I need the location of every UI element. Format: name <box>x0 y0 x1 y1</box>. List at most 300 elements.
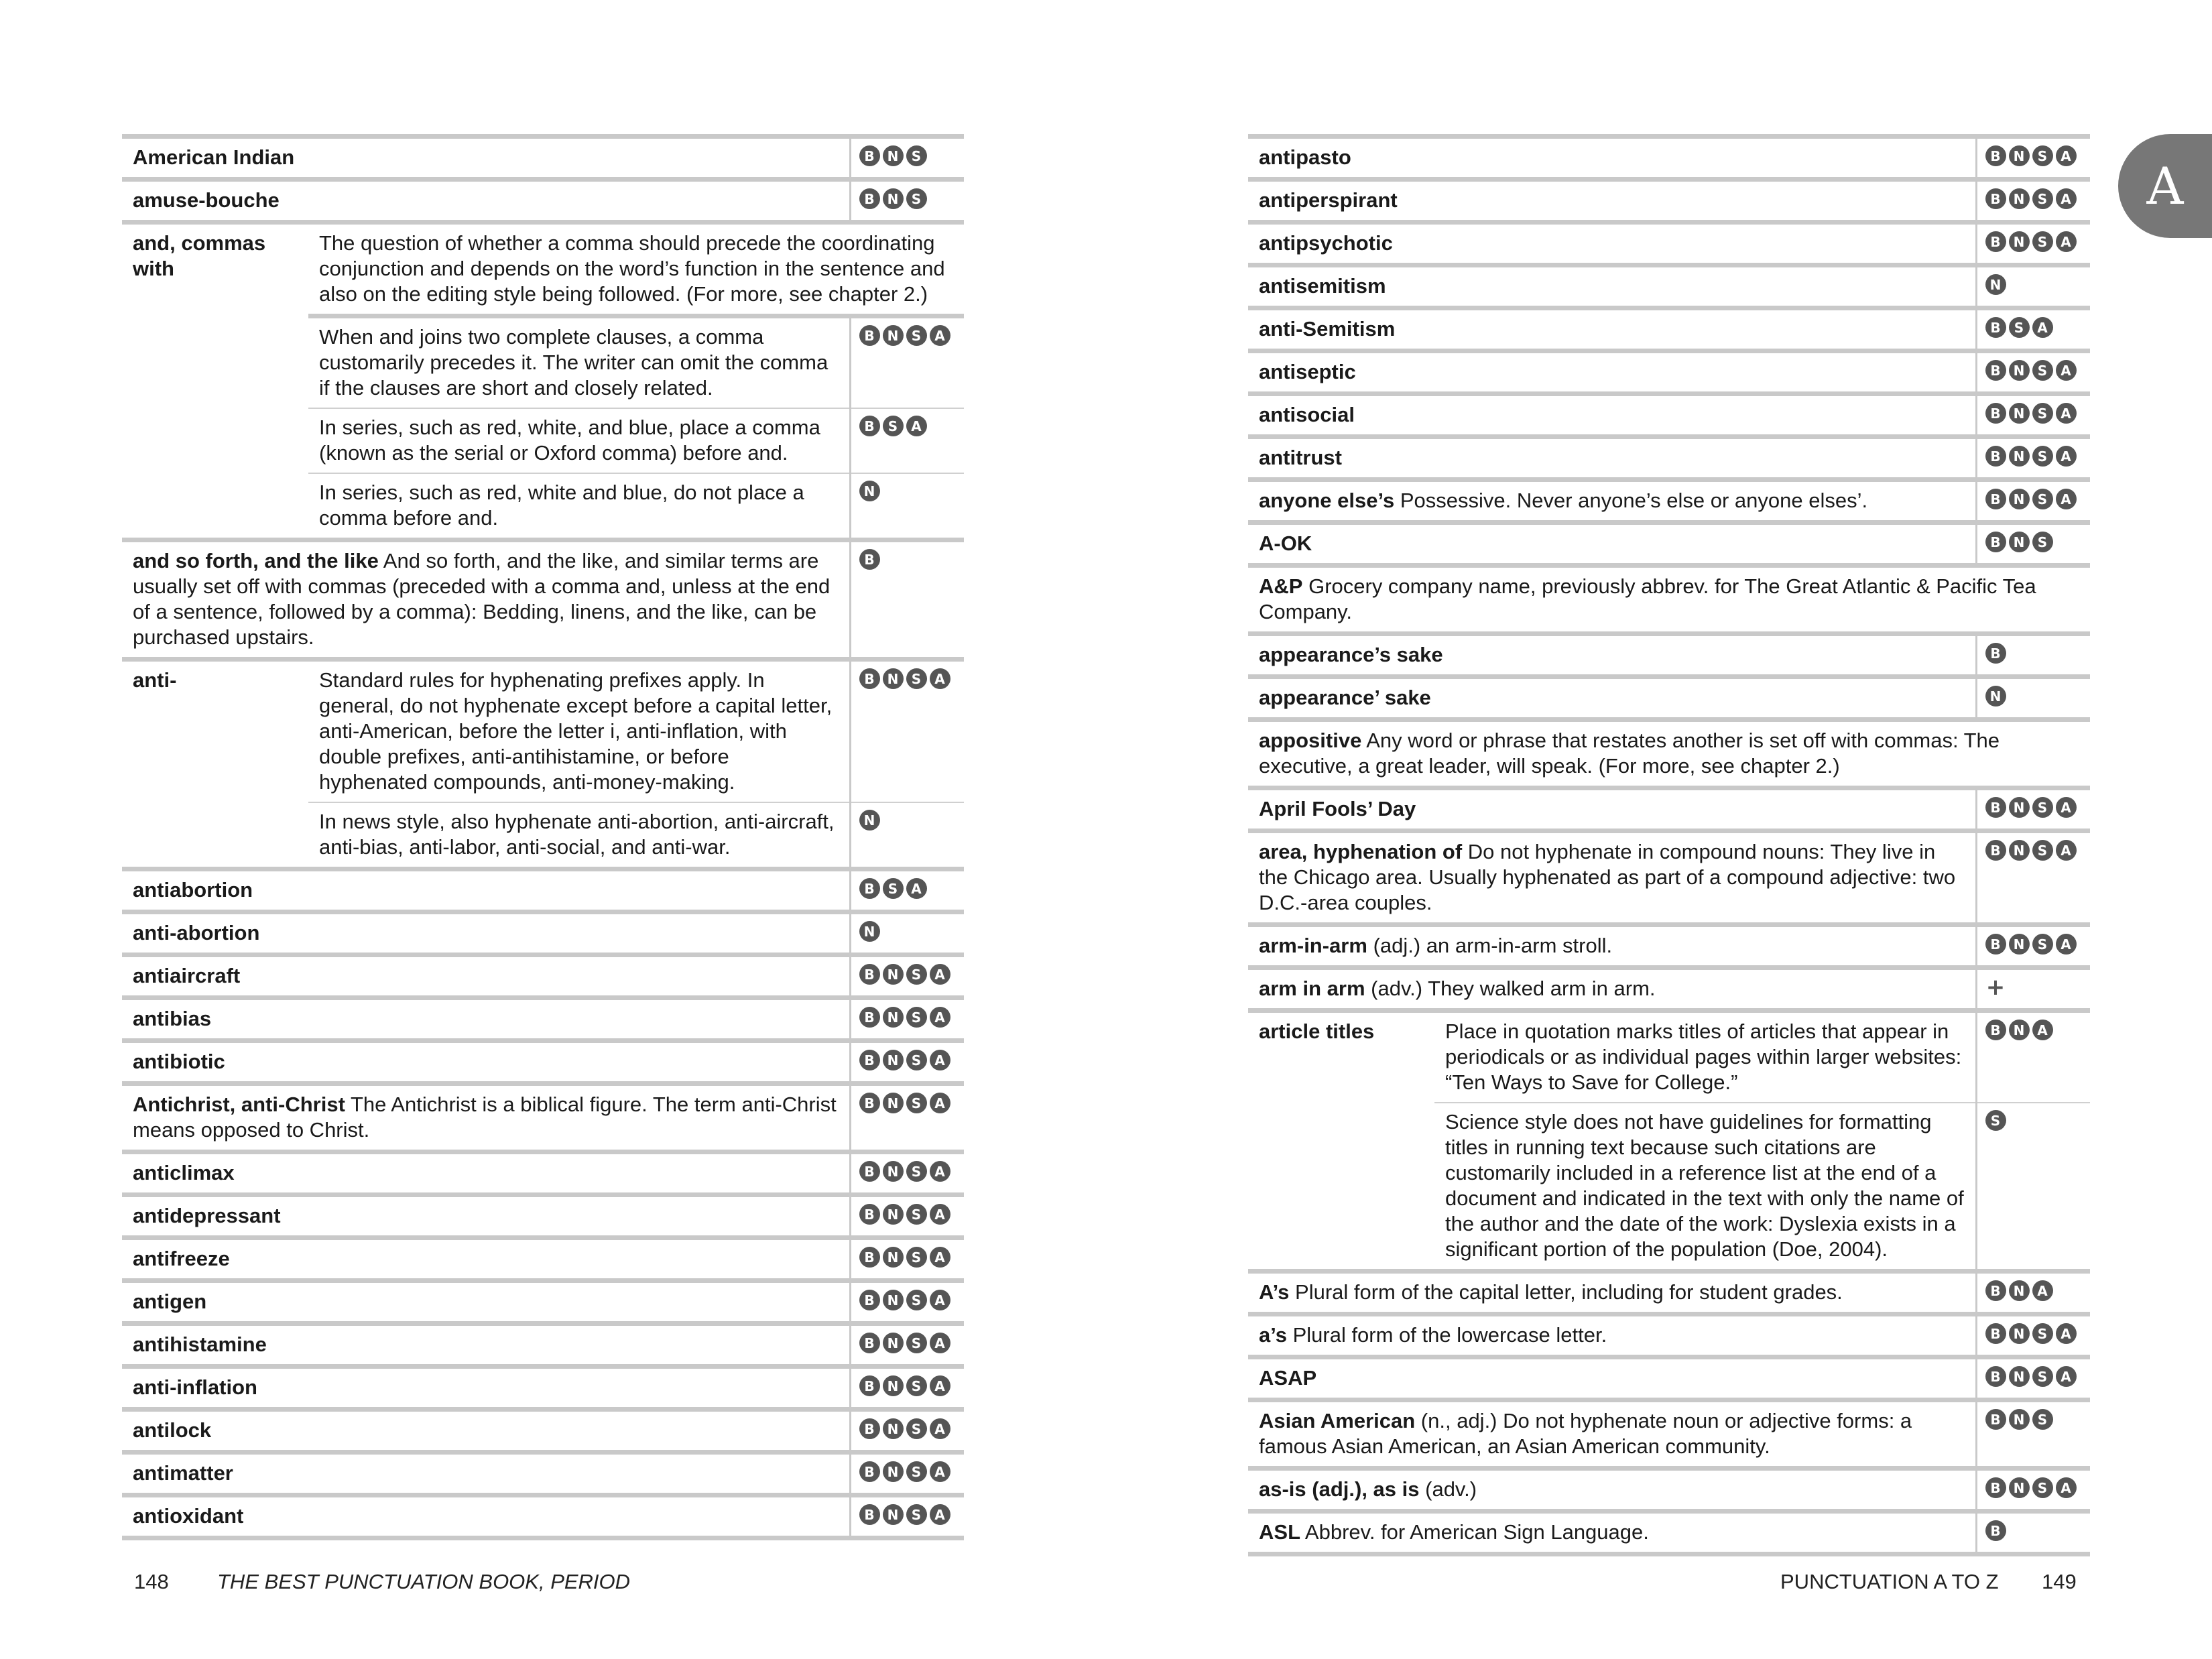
entry-term: A-OK <box>1259 532 1312 555</box>
entry-row <box>1248 180 2090 223</box>
style-A-icon: A <box>2032 1280 2053 1301</box>
style-badges <box>1985 686 2083 706</box>
entry-term: antiseptic <box>1259 360 1356 383</box>
entry-definition: Plural form of the capital letter, including for student grades. <box>1295 1280 1843 1304</box>
style-B-icon: B <box>1985 797 2006 818</box>
entry-text-cell <box>122 1367 850 1410</box>
style-S-icon: S <box>2032 1409 2053 1430</box>
entry-text-cell <box>1248 523 1976 566</box>
style-B-icon: B <box>859 188 880 209</box>
style-badges-cell <box>1976 1469 2090 1512</box>
entry-text-cell <box>122 1324 850 1367</box>
entry-sub-cell <box>308 316 850 409</box>
entry-term: American Indian <box>133 145 295 169</box>
style-B-icon: B <box>1985 1323 2006 1344</box>
entry-term: appearance’ sake <box>1259 686 1431 709</box>
style-badges-cell <box>850 869 964 912</box>
style-badges-cell <box>1976 480 2090 523</box>
style-N-icon: N <box>2009 446 2030 467</box>
style-badges <box>1985 1409 2083 1430</box>
entry-text-cell <box>1248 1272 1976 1314</box>
style-B-icon: B <box>859 1418 880 1439</box>
style-N-icon: N <box>2009 1323 2030 1344</box>
entry-term: antiabortion <box>133 878 253 902</box>
style-N-icon: N <box>883 1007 904 1028</box>
entry-row <box>1248 265 2090 308</box>
entry-row <box>122 137 964 180</box>
entry-text-cell <box>122 998 850 1041</box>
entry-row <box>122 1367 964 1410</box>
entry-row <box>1248 394 2090 437</box>
style-S-icon: S <box>906 145 927 166</box>
entry-text-cell <box>1248 788 1976 831</box>
style-A-icon: A <box>2056 403 2077 424</box>
entry-term: area, hyphenation of <box>1259 840 1463 863</box>
entry-text-cell <box>122 1453 850 1495</box>
style-badges-cell <box>1976 1357 2090 1400</box>
entry-text-cell <box>1248 1357 1976 1400</box>
entry-term: A&P <box>1259 574 1303 598</box>
entry-term: antiperspirant <box>1259 188 1398 212</box>
entry-row <box>1248 1469 2090 1512</box>
entry-row <box>1248 1512 2090 1554</box>
style-S-icon: S <box>2032 489 2053 509</box>
style-N-icon: N <box>2009 188 2030 209</box>
style-badges-cell <box>850 998 964 1041</box>
entry-row <box>1248 523 2090 566</box>
style-S-icon: S <box>906 1375 927 1396</box>
entry-text-cell <box>1248 137 1976 180</box>
style-N-icon: N <box>2009 360 2030 381</box>
entry-row <box>1248 720 2090 788</box>
style-badges <box>859 1333 957 1353</box>
style-A-icon: A <box>2056 489 2077 509</box>
entry-row <box>1248 788 2090 831</box>
style-A-icon: A <box>930 1050 950 1070</box>
style-badges <box>1985 532 2083 552</box>
entry-text-cell <box>1248 265 1976 308</box>
style-N-icon: N <box>1985 686 2006 706</box>
entry-text-cell <box>122 912 850 955</box>
style-badges <box>859 1290 957 1310</box>
entry-row <box>122 998 964 1041</box>
entry-term: antiaircraft <box>133 964 241 987</box>
entry-row <box>1248 480 2090 523</box>
style-badges <box>1985 1020 2083 1040</box>
entry-row <box>1248 831 2090 925</box>
entry-term: anyone else’s <box>1259 489 1395 512</box>
style-A-icon: A <box>2056 145 2077 166</box>
style-badges-cell <box>850 540 964 660</box>
entry-row <box>1248 634 2090 677</box>
entry-subrow <box>122 660 964 803</box>
entry-term: appearance’s sake <box>1259 643 1443 666</box>
entry-term: anti-inflation <box>133 1375 257 1399</box>
entry-text-cell <box>1248 1314 1976 1357</box>
style-N-icon: N <box>883 964 904 985</box>
style-N-icon: N <box>883 1093 904 1113</box>
style-B-icon: B <box>1985 840 2006 861</box>
style-S-icon: S <box>906 1247 927 1268</box>
entry-row <box>1248 308 2090 351</box>
entry-term: and so forth, and the like <box>133 549 379 572</box>
style-B-icon: B <box>1985 360 2006 381</box>
entry-term: amuse-bouche <box>133 188 280 212</box>
style-badges-cell <box>850 1152 964 1195</box>
style-A-icon: A <box>2056 934 2077 955</box>
entry-row <box>122 1324 964 1367</box>
style-B-icon: B <box>1985 1280 2006 1301</box>
entry-row <box>122 540 964 660</box>
entry-text-cell <box>122 1084 850 1152</box>
style-S-icon: S <box>2032 797 2053 818</box>
style-badges-cell <box>1976 788 2090 831</box>
entry-text-cell <box>122 1495 850 1538</box>
entry-text-cell <box>1248 677 1976 720</box>
entry-term: arm-in-arm <box>1259 934 1367 957</box>
entry-term: ASL <box>1259 1520 1300 1544</box>
entry-sub-cell <box>1434 1103 1976 1272</box>
entry-term: ASAP <box>1259 1366 1317 1390</box>
entry-definition: (adv.) <box>1425 1477 1477 1501</box>
style-badges <box>1985 973 2083 1001</box>
entry-row <box>1248 566 2090 634</box>
entry-row <box>1248 677 2090 720</box>
entry-row <box>1248 1357 2090 1400</box>
style-badges-cell <box>850 1195 964 1238</box>
entry-term: antifreeze <box>133 1247 230 1270</box>
style-badges-cell <box>850 137 964 180</box>
entry-text-cell <box>122 955 850 998</box>
entry-row <box>122 1410 964 1453</box>
style-badges-cell <box>1976 137 2090 180</box>
style-S-icon: S <box>2032 446 2053 467</box>
style-N-icon: N <box>883 1418 904 1439</box>
entry-term: antibias <box>133 1007 212 1030</box>
style-N-icon: N <box>2009 145 2030 166</box>
style-badges <box>1985 231 2083 252</box>
style-N-icon: N <box>2009 1020 2030 1040</box>
style-badges-cell <box>850 1324 964 1367</box>
entry-sub-text: In series, such as red, white and blue, do not place a comma before and. <box>319 481 804 530</box>
style-N-icon: N <box>883 1050 904 1070</box>
style-plus-icon: + <box>1985 973 2006 1001</box>
entry-sub-text: In series, such as red, white, and blue, place a comma (known as the serial or Oxford comma) before and. <box>319 416 820 465</box>
style-badges <box>859 1418 957 1439</box>
style-badges-cell <box>850 1281 964 1324</box>
style-S-icon: S <box>906 1504 927 1525</box>
style-A-icon: A <box>2056 446 2077 467</box>
style-badges <box>859 1007 957 1028</box>
style-badges <box>859 325 957 346</box>
style-S-icon: S <box>906 1093 927 1113</box>
style-B-icon: B <box>859 1247 880 1268</box>
style-A-icon: A <box>930 1290 950 1310</box>
style-badges <box>859 810 957 831</box>
entry-row <box>122 180 964 223</box>
style-S-icon: S <box>906 1007 927 1028</box>
style-B-icon: B <box>859 1333 880 1353</box>
style-N-icon: N <box>883 1290 904 1310</box>
entry-text-cell <box>122 1281 850 1324</box>
entry-row <box>122 1041 964 1084</box>
style-badges <box>859 1375 957 1396</box>
entry-row <box>122 869 964 912</box>
entry-sub-text: Standard rules for hyphenating prefixes apply. In general, do not hyphenate except before a capital letter, anti-American, before the letter i, anti-inflation, with double prefixes, anti-antihistamine, or before hyphenated compounds, anti-money-making. <box>319 668 833 794</box>
style-N-icon: N <box>883 1204 904 1225</box>
entry-term: anti-Semitism <box>1259 317 1396 341</box>
entry-term: anti-abortion <box>133 921 260 944</box>
style-S-icon: S <box>2032 1323 2053 1344</box>
entry-definition: Abbrev. for American Sign Language. <box>1304 1520 1649 1544</box>
entry-sub-text: Science style does not have guidelines for formatting titles in running text because such citations are customarily included in a reference list at the end of a document and indicated in the text with only the name of the author and the date of the work: Dyslexia exists in a significant portion of the population (Doe, 2004). <box>1445 1110 1964 1261</box>
entry-table-left <box>122 134 964 1540</box>
entry-sub-cell <box>1434 1011 1976 1103</box>
style-badges-cell <box>1976 180 2090 223</box>
style-badges-cell <box>1976 394 2090 437</box>
page-number-right: 149 <box>2042 1570 2077 1593</box>
style-N-icon: N <box>2009 532 2030 552</box>
style-badges <box>1985 797 2083 818</box>
style-badges <box>859 1050 957 1070</box>
style-B-icon: B <box>859 1375 880 1396</box>
style-S-icon: S <box>2032 403 2053 424</box>
entry-row <box>1248 1400 2090 1469</box>
style-N-icon: N <box>2009 489 2030 509</box>
section-letter-tab: A <box>2118 134 2212 238</box>
style-N-icon: N <box>883 145 904 166</box>
style-S-icon: S <box>906 1290 927 1310</box>
style-B-icon: B <box>1985 446 2006 467</box>
style-S-icon: S <box>906 1461 927 1482</box>
style-S-icon: S <box>883 878 904 899</box>
entry-term-cell <box>122 660 308 869</box>
entry-text-cell <box>122 1410 850 1453</box>
style-B-icon: B <box>859 1290 880 1310</box>
entry-text-cell <box>1248 925 1976 968</box>
style-badges <box>1985 1366 2083 1387</box>
style-N-icon: N <box>883 188 904 209</box>
style-A-icon: A <box>2056 840 2077 861</box>
entry-text-cell <box>122 1195 850 1238</box>
entry-text-cell <box>122 1152 850 1195</box>
style-S-icon: S <box>2032 231 2053 252</box>
entry-term: antitrust <box>1259 446 1342 469</box>
style-N-icon: N <box>2009 797 2030 818</box>
entry-row <box>1248 437 2090 480</box>
style-A-icon: A <box>930 1418 950 1439</box>
entry-row <box>1248 1272 2090 1314</box>
style-S-icon: S <box>906 964 927 985</box>
entry-sub-cell <box>308 802 850 869</box>
entry-row <box>122 1152 964 1195</box>
style-badges-cell <box>1976 634 2090 677</box>
style-badges-cell <box>850 1453 964 1495</box>
entry-term: as-is (adj.), as is <box>1259 1477 1420 1501</box>
entry-term: anti- <box>133 668 177 692</box>
style-A-icon: A <box>2056 797 2077 818</box>
style-S-icon: S <box>1985 1110 2006 1131</box>
style-badges <box>859 549 957 570</box>
right-page-entries <box>1248 134 2090 1556</box>
style-S-icon: S <box>883 416 904 436</box>
style-badges <box>1985 188 2083 209</box>
style-A-icon: A <box>906 878 927 899</box>
entry-sub-cell <box>308 408 850 473</box>
style-S-icon: S <box>906 668 927 689</box>
style-badges-cell <box>1976 677 2090 720</box>
entry-definition: Possessive. Never anyone’s else or anyone elses’. <box>1400 489 1868 512</box>
style-N-icon: N <box>2009 1280 2030 1301</box>
style-badges <box>1985 446 2083 467</box>
entry-sub-cell <box>308 473 850 540</box>
style-A-icon: A <box>906 416 927 436</box>
style-badges-cell <box>1976 831 2090 925</box>
style-B-icon: B <box>859 1504 880 1525</box>
entry-sub-cell <box>308 660 850 803</box>
entry-term-cell <box>122 223 308 540</box>
entry-term: and, commas with <box>133 231 266 280</box>
entry-text-cell <box>1248 308 1976 351</box>
entry-text-cell <box>122 540 850 660</box>
style-badges-cell <box>1976 925 2090 968</box>
entry-text-cell <box>122 1041 850 1084</box>
style-A-icon: A <box>930 1504 950 1525</box>
style-badges-cell <box>1976 1314 2090 1357</box>
entry-term: antidepressant <box>133 1204 281 1227</box>
entry-text-cell <box>122 869 850 912</box>
entry-text-cell <box>1248 394 1976 437</box>
style-badges-cell <box>1976 351 2090 394</box>
entry-definition: Plural form of the lowercase letter. <box>1292 1323 1607 1347</box>
style-badges <box>1985 274 2083 295</box>
style-badges-cell <box>850 802 964 869</box>
entry-term: arm in arm <box>1259 977 1365 1000</box>
entry-text-cell <box>1248 968 1976 1011</box>
style-badges <box>1985 1110 2083 1131</box>
entry-term: April Fools’ Day <box>1259 797 1416 820</box>
entry-text-cell <box>1248 223 1976 265</box>
style-B-icon: B <box>859 549 880 570</box>
entry-definition: And so forth, and the like, and similar terms are usually set off with commas (preceded with a comma and, unless at the end of a sentence, followed by a comma): Bedding, linens, and the like, can be purchased upstairs. <box>133 549 831 649</box>
entry-term: antipsychotic <box>1259 231 1393 255</box>
style-A-icon: A <box>930 1461 950 1482</box>
entry-sub-text: Place in quotation marks titles of articles that appear in periodicals or as individual pages within larger websites: “Ten Ways to Save for College.” <box>1445 1020 1962 1094</box>
running-head-left: THE BEST PUNCTUATION BOOK, PERIOD <box>217 1570 631 1593</box>
entry-table-right <box>1248 134 2090 1556</box>
style-S-icon: S <box>906 1333 927 1353</box>
style-A-icon: A <box>930 1333 950 1353</box>
style-A-icon: A <box>2032 1020 2053 1040</box>
entry-text-cell <box>122 180 850 223</box>
entry-term: antigen <box>133 1290 207 1313</box>
entry-sub-text: When and joins two complete clauses, a comma customarily precedes it. The writer can omit the comma if the clauses are short and closely related. <box>319 325 828 400</box>
entry-intro: The question of whether a comma should precede the coordinating conjunction and depends on the word’s function in the sentence and also on the editing style being followed. (For more, see chapter 2.) <box>319 231 945 306</box>
style-badges-cell <box>850 1238 964 1281</box>
entry-row <box>122 1281 964 1324</box>
left-page-entries <box>122 134 964 1540</box>
style-badges-cell <box>850 1410 964 1453</box>
style-badges <box>859 878 957 899</box>
style-A-icon: A <box>2056 360 2077 381</box>
entry-definition: Grocery company name, previously abbrev. for The Great Atlantic & Pacific Tea Company. <box>1259 574 2036 623</box>
style-badges-cell <box>850 1084 964 1152</box>
style-B-icon: B <box>1985 403 2006 424</box>
entry-row <box>122 1084 964 1152</box>
style-B-icon: B <box>1985 934 2006 955</box>
style-B-icon: B <box>859 1007 880 1028</box>
entry-definition: Do not hyphenate in compound nouns: They live in the Chicago area. Usually hyphenated as part of a compound adjective: two D.C.-area couples. <box>1259 840 1956 914</box>
style-N-icon: N <box>1985 274 2006 295</box>
style-A-icon: A <box>2056 1477 2077 1498</box>
style-N-icon: N <box>2009 403 2030 424</box>
style-N-icon: N <box>883 325 904 346</box>
style-B-icon: B <box>859 145 880 166</box>
style-A-icon: A <box>930 325 950 346</box>
style-N-icon: N <box>2009 840 2030 861</box>
style-badges-cell <box>850 1041 964 1084</box>
style-badges-cell <box>1976 265 2090 308</box>
entry-row <box>122 1238 964 1281</box>
style-badges-cell <box>850 660 964 803</box>
style-S-icon: S <box>906 1204 927 1225</box>
style-S-icon: S <box>906 1161 927 1182</box>
style-S-icon: S <box>2032 1366 2053 1387</box>
entry-text-cell <box>1248 566 2090 634</box>
entry-text-cell <box>1248 720 2090 788</box>
style-badges <box>1985 360 2083 381</box>
style-badges <box>1985 403 2083 424</box>
entry-text-cell <box>1248 634 1976 677</box>
style-N-icon: N <box>859 810 880 831</box>
style-B-icon: B <box>859 1161 880 1182</box>
style-badges-cell <box>1976 223 2090 265</box>
style-B-icon: B <box>859 1050 880 1070</box>
style-badges <box>859 1204 957 1225</box>
style-N-icon: N <box>2009 1477 2030 1498</box>
entry-definition: (adj.) an arm-in-arm stroll. <box>1373 934 1613 957</box>
entry-row <box>1248 223 2090 265</box>
style-badges-cell <box>1976 523 2090 566</box>
entry-text-cell <box>1248 180 1976 223</box>
style-badges <box>1985 317 2083 338</box>
style-badges-cell <box>1976 1011 2090 1103</box>
style-B-icon: B <box>859 325 880 346</box>
style-badges-cell <box>850 180 964 223</box>
style-A-icon: A <box>930 1093 950 1113</box>
entry-term: A’s <box>1259 1280 1290 1304</box>
style-A-icon: A <box>930 1375 950 1396</box>
style-N-icon: N <box>883 1247 904 1268</box>
entry-definition: (adv.) They walked arm in arm. <box>1371 977 1656 1000</box>
style-A-icon: A <box>2032 317 2053 338</box>
entry-definition: (n., adj.) Do not hyphenate noun or adjective forms: a famous Asian American, an Asian American community. <box>1259 1409 1912 1458</box>
style-badges-cell <box>850 316 964 409</box>
style-badges <box>859 668 957 689</box>
style-badges <box>1985 1477 2083 1498</box>
style-N-icon: N <box>883 1461 904 1482</box>
entry-term: article titles <box>1259 1020 1375 1043</box>
style-B-icon: B <box>859 964 880 985</box>
entry-subrow <box>1248 1011 2090 1103</box>
style-badges-cell <box>1976 437 2090 480</box>
style-badges <box>859 1247 957 1268</box>
style-N-icon: N <box>883 1161 904 1182</box>
entry-term: antisocial <box>1259 403 1355 426</box>
entry-row <box>122 1195 964 1238</box>
entry-definition: Any word or phrase that restates another is set off with commas: The executive, a great leader, will speak. (For more, see chapter 2.) <box>1259 729 2000 778</box>
style-B-icon: B <box>1985 1366 2006 1387</box>
